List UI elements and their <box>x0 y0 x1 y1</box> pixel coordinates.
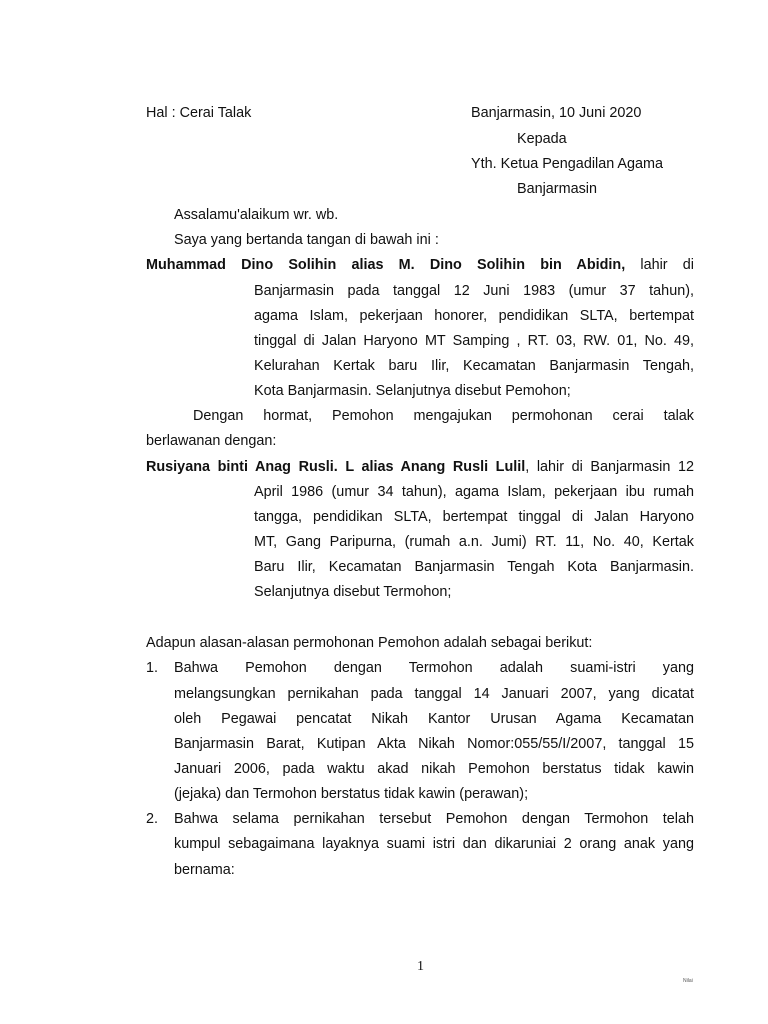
page-number: 1 <box>417 959 424 974</box>
reasons-intro: Adapun alasan-alasan permohonan Pemohon adalah sebagai berikut: <box>146 635 593 651</box>
respondent-line: tangga, pendidikan SLTA, bertempat tinggal di Jalan Haryono <box>254 509 694 525</box>
respondent-line: MT, Gang Paripurna, (rumah a.n. Jumi) RT. 11, No. 40, Kertak <box>254 534 694 550</box>
list-number: 1. <box>146 660 159 676</box>
petitioner-line: Kota Banjarmasin. Selanjutnya disebut Pemohon; <box>254 383 571 399</box>
list-item-line: Bahwa selama pernikahan tersebut Pemohon dengan Termohon telah <box>174 811 694 827</box>
list-item-line: Bahwa Pemohon dengan Termohon adalah suami-istri yang <box>174 660 694 676</box>
greeting: Assalamu'alaikum wr. wb. <box>174 207 339 223</box>
request-line: berlawanan dengan: <box>146 433 277 449</box>
request-line: Dengan hormat, Pemohon mengajukan permohonan cerai talak <box>193 408 694 424</box>
petitioner-line: agama Islam, pekerjaan honorer, pendidikan SLTA, bertempat <box>254 308 694 324</box>
list-item-line: bernama: <box>174 862 235 878</box>
list-number: 2. <box>146 811 159 827</box>
addressee-city: Banjarmasin <box>517 181 597 197</box>
petitioner-line: Kelurahan Kertak baru Ilir, Kecamatan Banjarmasin Tengah, <box>254 358 694 374</box>
list-item-line: Banjarmasin Barat, Kutipan Akta Nikah Nomor:055/55/I/2007, tanggal 15 <box>174 736 694 752</box>
petitioner-first-line <box>146 256 694 274</box>
to-label: Kepada <box>517 131 567 147</box>
petitioner-line: tinggal di Jalan Haryono MT Samping , RT. 03, RW. 01, No. 49, <box>254 333 694 349</box>
addressee: Yth. Ketua Pengadilan Agama <box>471 156 664 172</box>
intro-line: Saya yang bertanda tangan di bawah ini : <box>174 232 439 248</box>
petitioner-name: Muhammad Dino Solihin alias M. Dino Solihin bin Abidin, <box>146 257 626 273</box>
list-item-line: kumpul sebagaimana layaknya suami istri dan dikaruniai 2 orang anak yang <box>174 836 694 852</box>
respondent-first-line <box>146 458 694 476</box>
corner-mark: Nilai <box>683 978 693 984</box>
list-item-line: Januari 2006, pada waktu akad nikah Pemohon berstatus tidak kawin <box>174 761 694 777</box>
list-item-line: melangsungkan pernikahan pada tanggal 14 Januari 2007, yang dicatat <box>174 686 694 702</box>
list-item-line: oleh Pegawai pencatat Nikah Kantor Urusan Agama Kecamatan <box>174 711 694 727</box>
petitioner-line1-rest: lahir di <box>640 257 694 273</box>
respondent-name: Rusiyana binti Anag Rusli. L alias Anang Rusli Lulil <box>146 459 526 475</box>
respondent-line1-rest: , lahir di Banjarmasin 12 <box>525 459 694 475</box>
place-date: Banjarmasin, 10 Juni 2020 <box>471 105 642 121</box>
respondent-line: April 1986 (umur 34 tahun), agama Islam, pekerjaan ibu rumah <box>254 484 694 500</box>
respondent-line: Selanjutnya disebut Termohon; <box>254 584 452 600</box>
respondent-line: Baru Ilir, Kecamatan Banjarmasin Tengah Kota Banjarmasin. <box>254 559 694 575</box>
subject-line: Hal : Cerai Talak <box>146 105 252 121</box>
list-item-line: (jejaka) dan Termohon berstatus tidak kawin (perawan); <box>174 786 529 802</box>
petitioner-line: Banjarmasin pada tanggal 12 Juni 1983 (umur 37 tahun), <box>254 283 694 299</box>
